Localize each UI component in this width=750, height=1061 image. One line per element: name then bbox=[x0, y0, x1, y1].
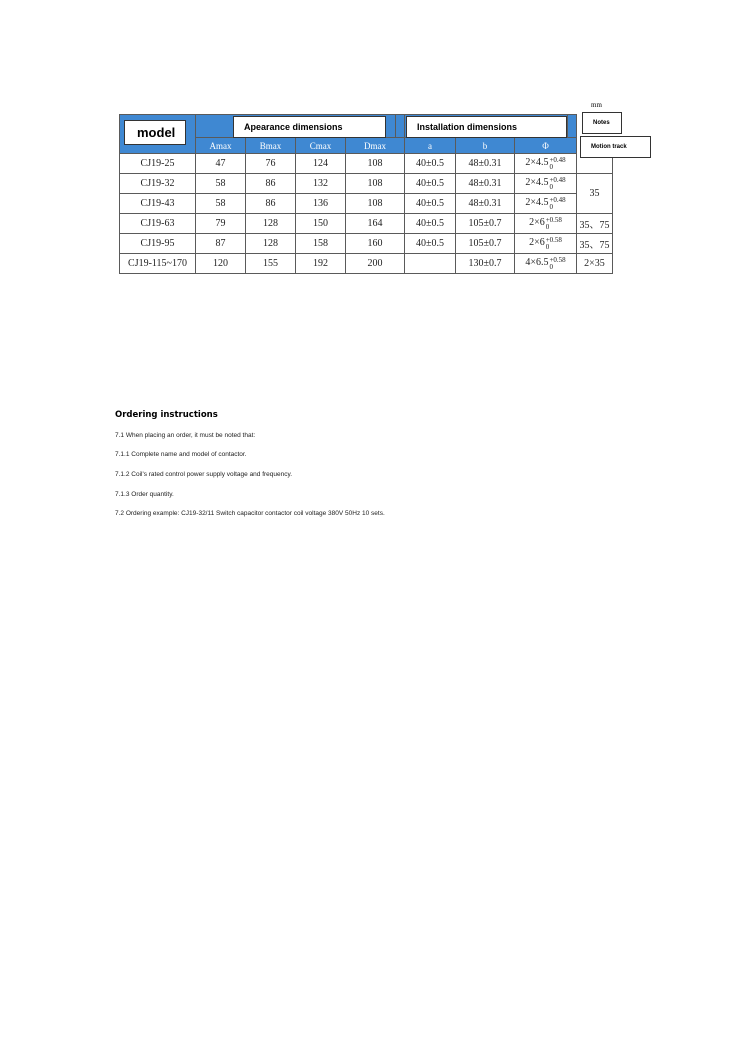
cell-cmax: 132 bbox=[296, 174, 346, 194]
cell-amax: 47 bbox=[196, 154, 246, 174]
cell-phi bbox=[515, 254, 577, 274]
phi-tolerance bbox=[546, 237, 562, 251]
notes-label: Notes bbox=[582, 112, 622, 134]
cell-dmax: 108 bbox=[346, 194, 405, 214]
col-header-dmax: Dmax bbox=[346, 138, 405, 154]
cell-model: CJ19-25 bbox=[120, 154, 196, 174]
cell-model: CJ19-43 bbox=[120, 194, 196, 214]
cell-cmax: 192 bbox=[296, 254, 346, 274]
phi-tolerance bbox=[549, 257, 565, 271]
cell-bmax: 128 bbox=[246, 234, 296, 254]
ordering-line: 7.1.1 Complete name and model of contactor. bbox=[115, 451, 247, 458]
phi-tolerance-lower: 0 bbox=[549, 162, 553, 171]
cell-model: CJ19-32 bbox=[120, 174, 196, 194]
phi-tolerance-upper: +0.48 bbox=[549, 155, 566, 164]
table-row bbox=[120, 194, 613, 214]
phi-tolerance bbox=[549, 157, 565, 171]
phi-value: 2×4.5 bbox=[525, 176, 549, 188]
phi-tolerance-upper: +0.58 bbox=[549, 255, 566, 264]
cell-dmax: 200 bbox=[346, 254, 405, 274]
cell-note: 35、75 bbox=[577, 214, 613, 234]
cell-model: CJ19-95 bbox=[120, 234, 196, 254]
cell-bmax: 155 bbox=[246, 254, 296, 274]
dimensions-table bbox=[119, 114, 613, 274]
cell-dmax: 108 bbox=[346, 174, 405, 194]
phi-tolerance-upper: +0.58 bbox=[545, 215, 562, 224]
cell-note: 35、75 bbox=[577, 234, 613, 254]
col-header-phi: Φ bbox=[515, 138, 577, 154]
cell-phi bbox=[515, 194, 577, 214]
col-header-b: b bbox=[456, 138, 515, 154]
phi-value: 2×6 bbox=[529, 216, 545, 228]
cell-dmax: 108 bbox=[346, 154, 405, 174]
phi-tolerance-lower: 0 bbox=[545, 242, 550, 251]
phi-tolerance bbox=[546, 217, 562, 231]
cell-amax: 87 bbox=[196, 234, 246, 254]
cell-amax: 58 bbox=[196, 174, 246, 194]
phi-tolerance-lower: 0 bbox=[545, 222, 550, 231]
cell-model: CJ19-63 bbox=[120, 214, 196, 234]
cell-cmax: 136 bbox=[296, 194, 346, 214]
phi-tolerance-lower: 0 bbox=[549, 202, 553, 211]
cell-a: 40±0.5 bbox=[405, 174, 456, 194]
cell-phi bbox=[515, 214, 577, 234]
header-gap-cell bbox=[396, 115, 405, 138]
col-header-a: a bbox=[405, 138, 456, 154]
phi-tolerance bbox=[549, 177, 565, 191]
phi-value: 4×6.5 bbox=[525, 256, 549, 268]
cell-model: CJ19-115~170 bbox=[120, 254, 196, 274]
installation-dimensions-label: Installation dimensions bbox=[406, 116, 567, 138]
cell-note-merged: 35 bbox=[577, 174, 613, 214]
cell-bmax: 86 bbox=[246, 174, 296, 194]
cell-a: 40±0.5 bbox=[405, 214, 456, 234]
col-header-cmax: Cmax bbox=[296, 138, 346, 154]
cell-a: 40±0.5 bbox=[405, 234, 456, 254]
cell-bmax: 86 bbox=[246, 194, 296, 214]
cell-b: 48±0.31 bbox=[456, 174, 515, 194]
phi-value: 2×4.5 bbox=[525, 196, 549, 208]
table-row bbox=[120, 234, 613, 254]
appearance-dimensions-label: Apearance dimensions bbox=[233, 116, 386, 138]
cell-amax: 58 bbox=[196, 194, 246, 214]
cell-a: 40±0.5 bbox=[405, 194, 456, 214]
cell-cmax: 150 bbox=[296, 214, 346, 234]
cell-a bbox=[405, 254, 456, 274]
col-header-bmax: Bmax bbox=[246, 138, 296, 154]
phi-tolerance-upper: +0.58 bbox=[545, 235, 562, 244]
cell-phi bbox=[515, 174, 577, 194]
unit-label: mm bbox=[591, 101, 602, 109]
cell-note: 2×35 bbox=[577, 254, 613, 274]
ordering-title: Ordering instructions bbox=[115, 410, 218, 420]
cell-phi bbox=[515, 234, 577, 254]
cell-bmax: 128 bbox=[246, 214, 296, 234]
phi-tolerance-lower: 0 bbox=[549, 262, 553, 271]
ordering-line: 7.1.3 Order quantity. bbox=[115, 491, 174, 498]
header-gap-cell bbox=[568, 115, 577, 138]
cell-dmax: 160 bbox=[346, 234, 405, 254]
cell-cmax: 124 bbox=[296, 154, 346, 174]
cell-b: 48±0.31 bbox=[456, 154, 515, 174]
cell-cmax: 158 bbox=[296, 234, 346, 254]
cell-phi bbox=[515, 154, 577, 174]
cell-b: 105±0.7 bbox=[456, 214, 515, 234]
table-row bbox=[120, 154, 613, 174]
table-row bbox=[120, 174, 613, 194]
ordering-line: 7.2 Ordering example: CJ19-32/11 Switch capacitor contactor coil voltage 380V 50Hz 10 sets. bbox=[115, 510, 385, 517]
table-row bbox=[120, 214, 613, 234]
phi-value: 2×6 bbox=[529, 236, 545, 248]
phi-tolerance bbox=[549, 197, 565, 211]
phi-tolerance-upper: +0.48 bbox=[549, 195, 566, 204]
phi-tolerance-lower: 0 bbox=[549, 182, 553, 191]
ordering-line: 7.1.2 Coil's rated control power supply voltage and frequency. bbox=[115, 471, 293, 478]
cell-b: 130±0.7 bbox=[456, 254, 515, 274]
table-row bbox=[120, 254, 613, 274]
cell-bmax: 76 bbox=[246, 154, 296, 174]
phi-value: 2×4.5 bbox=[525, 156, 549, 168]
cell-a: 40±0.5 bbox=[405, 154, 456, 174]
col-header-amax: Amax bbox=[196, 138, 246, 154]
model-label: model bbox=[124, 120, 186, 145]
cell-dmax: 164 bbox=[346, 214, 405, 234]
cell-amax: 120 bbox=[196, 254, 246, 274]
motion-track-label: Motion track bbox=[580, 136, 651, 158]
phi-tolerance-upper: +0.48 bbox=[549, 175, 566, 184]
cell-amax: 79 bbox=[196, 214, 246, 234]
ordering-line: 7.1 When placing an order, it must be noted that: bbox=[115, 432, 256, 439]
cell-b: 105±0.7 bbox=[456, 234, 515, 254]
cell-b: 48±0.31 bbox=[456, 194, 515, 214]
